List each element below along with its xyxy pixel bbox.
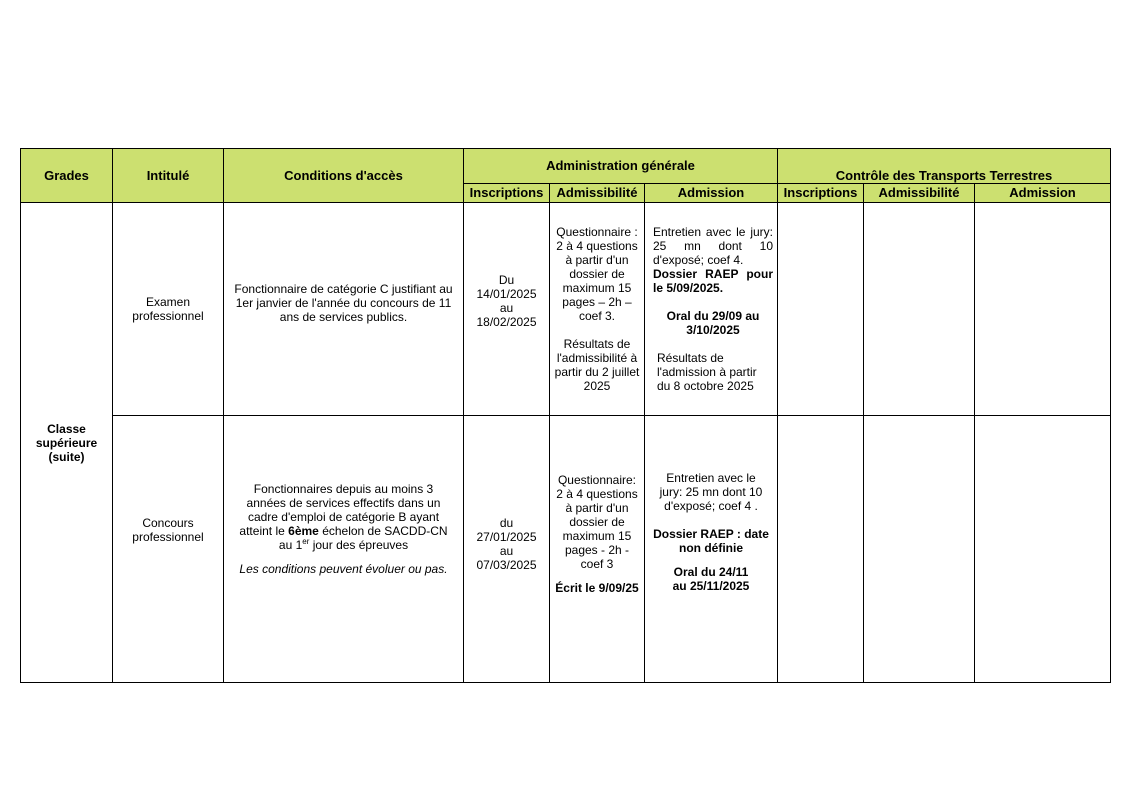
admission-oral: Oral du 24/11 au 25/11/2025: [672, 565, 750, 593]
admissibilite-questionnaire: Questionnaire : 2 à 4 questions à partir d'un dossier de maximum 15 pages – 2h – coef 3.: [556, 225, 638, 323]
conditions-text: Fonctionnaires depuis au moins 3 années de services effectifs dans un cadre d'emploi de catégorie B ayant atteint le 6ème échelon de SACDD-CN au 1er jour des épreuves: [239, 482, 448, 552]
header-ctt-inscriptions: Inscriptions: [778, 184, 864, 203]
header-ctt-admissibilite: Admissibilité: [864, 184, 975, 203]
header-intitule: Intitulé: [113, 149, 224, 203]
ctt-inscriptions-cell: [778, 203, 864, 416]
ctt-admissibilite-cell: [864, 203, 975, 416]
header-administration-generale: Administration générale: [464, 149, 778, 184]
ctt-admission-cell: [975, 416, 1111, 683]
admissibilite-questionnaire: Questionnaire: 2 à 4 questions à partir d'un dossier de maximum 15 pages - 2h - coef 3: [556, 473, 638, 571]
inscriptions-cell: Du 14/01/2025 au 18/02/2025: [464, 203, 550, 416]
header-ag-inscriptions: Inscriptions: [464, 184, 550, 203]
table-row: [21, 203, 1111, 416]
admission-resultats: Résultats de l'admission à partir du 8 octobre 2025: [657, 351, 757, 393]
header-ag-admission: Admission: [645, 184, 778, 203]
admissibilite-cell: [550, 203, 645, 416]
admission-cell: [645, 203, 778, 416]
conditions-cell: [224, 416, 464, 683]
header-grades: Grades: [21, 149, 113, 203]
ctt-inscriptions-cell: [778, 416, 864, 683]
inscriptions-cell: du 27/01/2025 au 07/03/2025: [464, 416, 550, 683]
intitule-cell: Concours professionnel: [113, 416, 224, 683]
concours-table: [20, 148, 1111, 683]
header-conditions: Conditions d'accès: [224, 149, 464, 203]
admission-raep: Dossier RAEP : date non définie: [653, 527, 769, 555]
header-ag-admissibilite: Admissibilité: [550, 184, 645, 203]
conditions-cell: Fonctionnaire de catégorie C justifiant au 1er janvier de l'année du concours de 11 ans de services publics.: [224, 203, 464, 416]
admission-cell: [645, 416, 778, 683]
admissibilite-resultats: Résultats de l'admissibilité à partir du 2 juillet 2025: [554, 337, 640, 393]
admission-raep: Dossier RAEP pour le 5/09/2025.: [653, 267, 773, 295]
admissibilite-cell: [550, 416, 645, 683]
intitule-cell: Examen professionnel: [113, 203, 224, 416]
header-controle-transports: Contrôle des Transports Terrestres: [778, 149, 1111, 184]
grade-cell: Classe supérieure (suite): [21, 203, 113, 683]
ctt-admission-cell: [975, 203, 1111, 416]
admissibilite-ecrit: Écrit le 9/09/25: [555, 581, 639, 595]
ctt-admissibilite-cell: [864, 416, 975, 683]
admission-entretien: Entretien avec le jury: 25 mn dont 10 d'exposé; coef 4 .: [659, 471, 763, 513]
header-ctt-admission: Admission: [975, 184, 1111, 203]
table-row: [21, 416, 1111, 683]
admission-entretien: Entretien avec le jury: 25 mn dont 10 d'exposé; coef 4.: [653, 225, 773, 267]
conditions-note: Les conditions peuvent évoluer ou pas.: [239, 562, 448, 576]
admission-oral: Oral du 29/09 au 3/10/2025: [666, 309, 760, 337]
